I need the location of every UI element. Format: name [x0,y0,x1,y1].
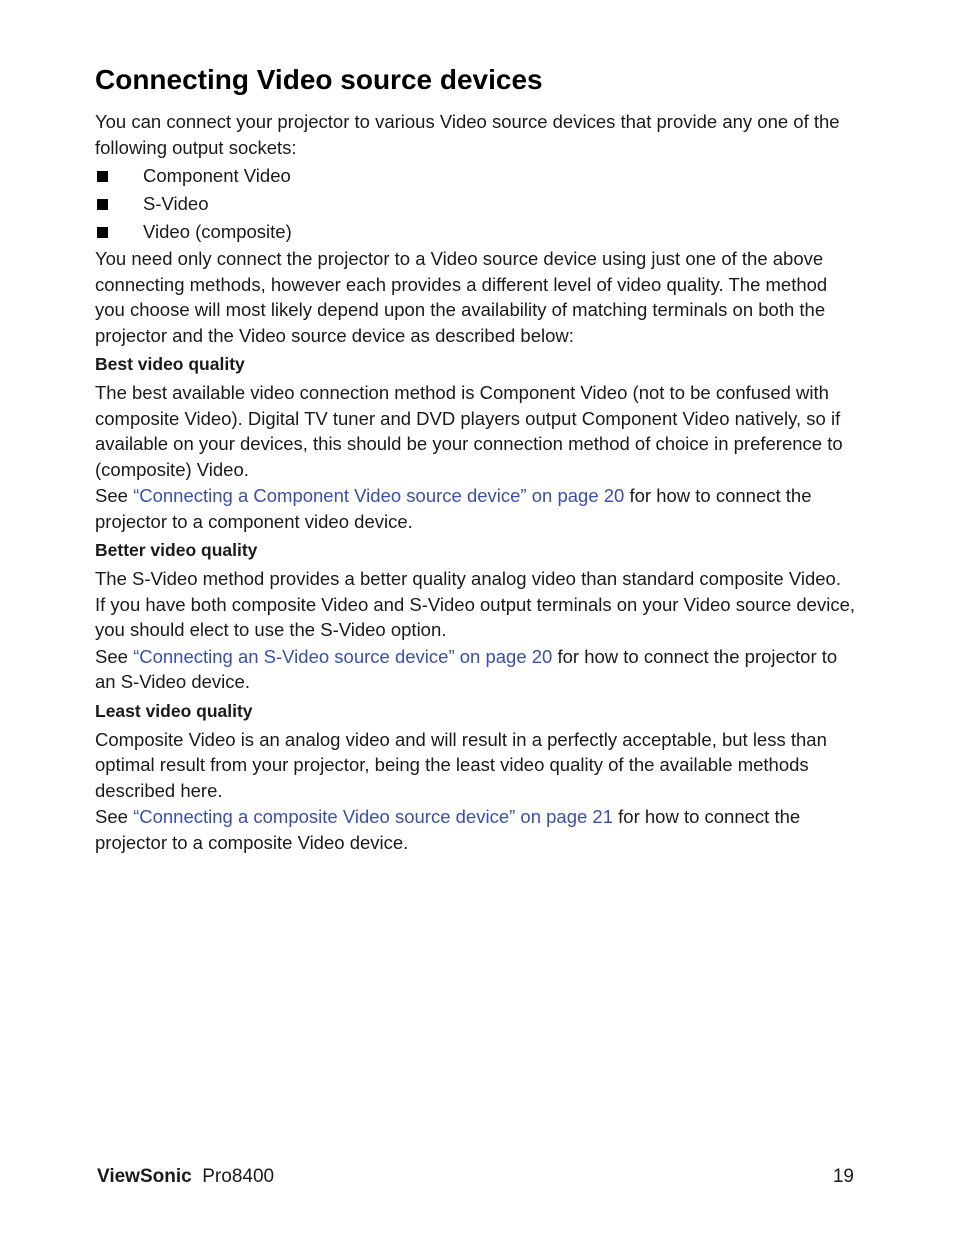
footer-model-name: Pro8400 [202,1166,275,1187]
list-item [95,190,855,218]
section-least-quality [95,697,855,856]
cross-reference-link[interactable]: “Connecting an S-Video source device” on page 20 [133,645,553,667]
see-suffix: for how to connect the projector to a composite Video device. [95,806,801,853]
section-body: The S-Video method provides a better quality analog video than standard composite Video. If you have both composite Video and S-Video output terminals on your Video source device, you should elect to use the S-Video option. [95,568,856,640]
list-item-label: S-Video [143,193,209,214]
section-heading: Better video quality [95,540,258,560]
section-heading: Best video quality [95,354,245,374]
see-suffix: for how to connect the projector to an S-Video device. [95,645,838,692]
list-item [95,218,855,246]
section-body: Composite Video is an analog video and will result in a perfectly acceptable, but less than optimal result from your projector, being the least video quality of the available methods described here. [95,728,827,801]
cross-reference-link[interactable]: “Connecting a composite Video source device” on page 21 [133,806,613,827]
footer-product [97,1164,274,1190]
section-body: The best available video connection method is Component Video (not to be confused with composite Video). Digital TV tuner and DVD players output Component Video natively, so if available on your devices, this should be your connection method of choice in preference to (composite) Video. [95,382,843,480]
explanation-paragraph: You need only connect the projector to a Video source device using just one of the above connecting methods, however each provides a different level of video quality. The method you choose will most likely depend upon the availability of matching terminals on both the projector and the Video source device as described below: [95,248,828,346]
section-heading: Least video quality [95,700,253,721]
square-bullet-icon [97,227,108,238]
section-best-quality [95,350,855,534]
list-item-label: Video (composite) [143,221,292,242]
footer-brand-name: ViewSonic [97,1166,192,1187]
see-prefix: See [95,806,134,827]
see-reference [95,644,855,695]
page-content [95,109,855,855]
see-suffix: for how to connect the projector to a component video device. [95,485,812,532]
see-prefix: See [95,485,134,506]
section-better-quality [95,536,855,695]
output-socket-list [95,162,855,246]
see-prefix: See [95,645,134,667]
cross-reference-link[interactable]: “Connecting a Component Video source device” on page 20 [133,485,625,506]
see-reference [95,483,855,534]
list-item-label: Component Video [143,165,291,186]
page-title: Connecting Video source devices [95,64,543,95]
intro-paragraph: You can connect your projector to various Video source devices that provide any one of the following output sockets: [95,111,840,158]
square-bullet-icon [97,199,108,210]
square-bullet-icon [97,171,108,182]
see-reference [95,804,855,855]
list-item [95,162,855,190]
page-number: 19 [832,1166,854,1187]
